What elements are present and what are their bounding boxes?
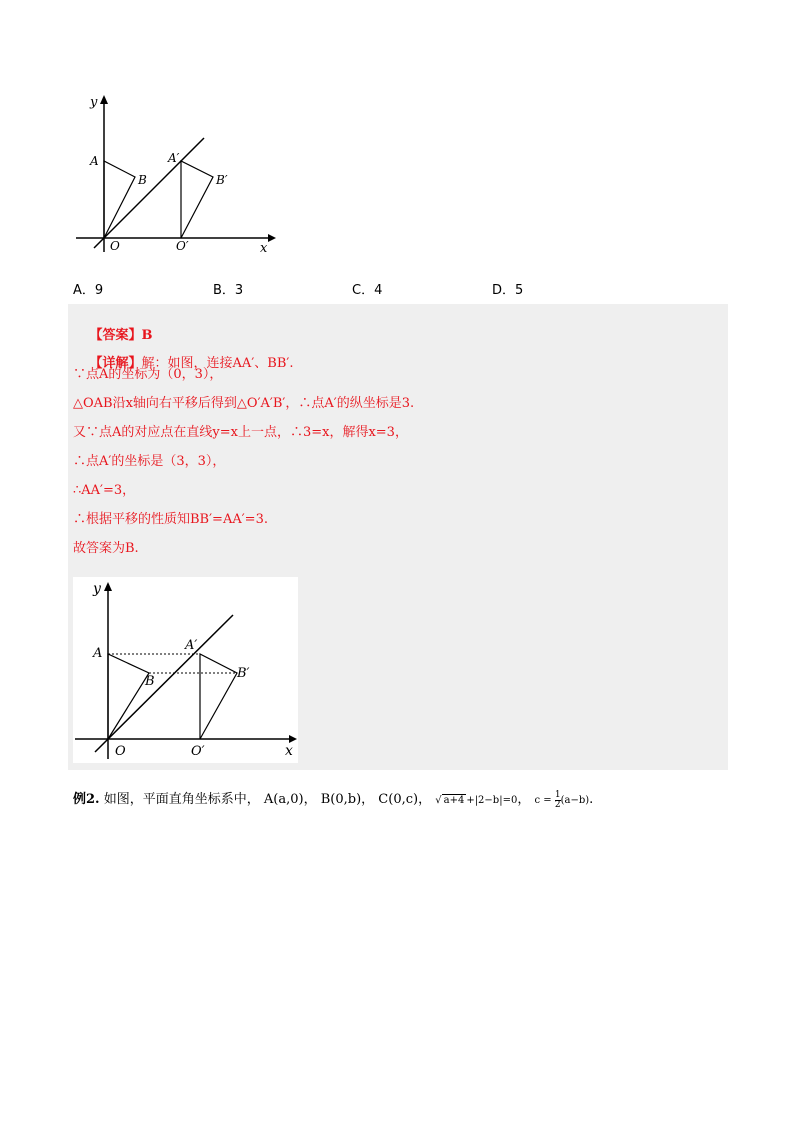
answer-tag: 【答案】	[89, 328, 142, 343]
c-equation	[534, 790, 590, 810]
figure-2	[73, 577, 298, 763]
triangle-oab-prime-2	[200, 654, 237, 739]
c-rest: (a−b)	[560, 795, 590, 806]
sqrt-equation: √ a+4 +|2−b|=0	[435, 795, 518, 806]
triangle-oab	[104, 161, 135, 238]
label-a-prime-2: A′	[185, 638, 198, 653]
point-c: C(0,c)	[378, 792, 419, 807]
example-text: 如图，平面直角坐标系中，	[103, 792, 260, 807]
sep-1: ，	[303, 792, 317, 807]
detail-line-4: 又∵点A的对应点在直线y=x上一点，∴3=x，解得x=3，	[73, 425, 408, 440]
example-end: .	[589, 792, 594, 807]
detail-line-2: ∵点A的坐标为（0，3），	[73, 367, 223, 382]
label-a-prime: A′	[168, 151, 180, 165]
choice-c-letter: C．	[352, 283, 375, 298]
choice-d-value: 5	[515, 283, 524, 298]
choice-b[interactable]	[213, 279, 243, 298]
fraction-numerator: 1	[554, 790, 561, 800]
detail-line-8: 故答案为B.	[73, 541, 139, 556]
example-2	[73, 788, 733, 814]
label-o-prime-2: O′	[191, 744, 205, 759]
label-o-2: O	[115, 744, 126, 759]
label-b: B	[138, 173, 147, 187]
c-eq: c =	[534, 795, 552, 806]
triangle-oab-2	[108, 654, 149, 739]
answer-panel	[68, 304, 728, 770]
detail-text-1: 解：如图，连接AA′、BB′.	[141, 356, 294, 371]
choices-row	[73, 279, 713, 299]
label-b-prime-2: B′	[237, 666, 250, 681]
sep-2: ，	[361, 792, 375, 807]
sep-4: ，	[517, 792, 531, 807]
point-a: A(a,0)	[263, 792, 304, 807]
sep-3: ，	[418, 792, 432, 807]
example-label: 例2.	[73, 792, 100, 807]
figure-1	[68, 92, 278, 260]
equation-rest: +|2−b|=0	[466, 795, 518, 806]
x-axis-arrow-2	[289, 735, 297, 743]
figure-1-svg	[68, 92, 278, 260]
choice-a[interactable]	[73, 279, 103, 298]
fraction-denominator: 2	[554, 800, 561, 810]
choice-c[interactable]	[352, 279, 382, 298]
label-a: A	[90, 154, 99, 168]
detail-line-6: ∴AA′=3，	[73, 483, 136, 498]
choice-c-value: 4	[374, 283, 383, 298]
label-o-prime: O′	[176, 239, 189, 253]
answer-value: B	[141, 328, 153, 343]
choice-b-letter: B．	[213, 283, 235, 298]
label-b-prime: B′	[216, 173, 228, 187]
choice-b-value: 3	[234, 283, 244, 298]
label-o: O	[110, 239, 120, 253]
y-axis-label-2: y	[93, 581, 101, 597]
label-b-2: B	[145, 674, 155, 689]
detail-line-5: ∴点A′的坐标是（3，3），	[73, 454, 226, 469]
choice-a-value: 9	[94, 283, 104, 298]
choice-d-letter: D．	[492, 283, 516, 298]
detail-tag: 【详解】	[89, 356, 142, 371]
label-a-2: A	[93, 646, 103, 661]
choice-a-letter: A．	[73, 283, 95, 298]
detail-line-3: △OAB沿x轴向右平移后得到△O′A′B′，∴点A′的纵坐标是3.	[73, 396, 415, 411]
line-y-equals-x-2	[95, 615, 233, 752]
x-axis-label: x	[260, 241, 268, 256]
figure-2-svg	[73, 577, 298, 763]
y-axis-label: y	[90, 95, 98, 110]
line-y-equals-x	[94, 138, 204, 248]
x-axis-label-2: x	[285, 743, 293, 759]
y-axis-arrow	[100, 95, 108, 104]
sqrt-radicand: a+4	[443, 795, 465, 806]
y-axis-arrow-2	[104, 582, 112, 591]
detail-line-7: ∴根据平移的性质知BB′=AA′=3.	[73, 512, 268, 527]
x-axis-arrow	[268, 234, 276, 242]
choice-d[interactable]	[492, 279, 523, 298]
triangle-oab-prime	[181, 161, 213, 238]
point-b: B(0,b)	[320, 792, 362, 807]
